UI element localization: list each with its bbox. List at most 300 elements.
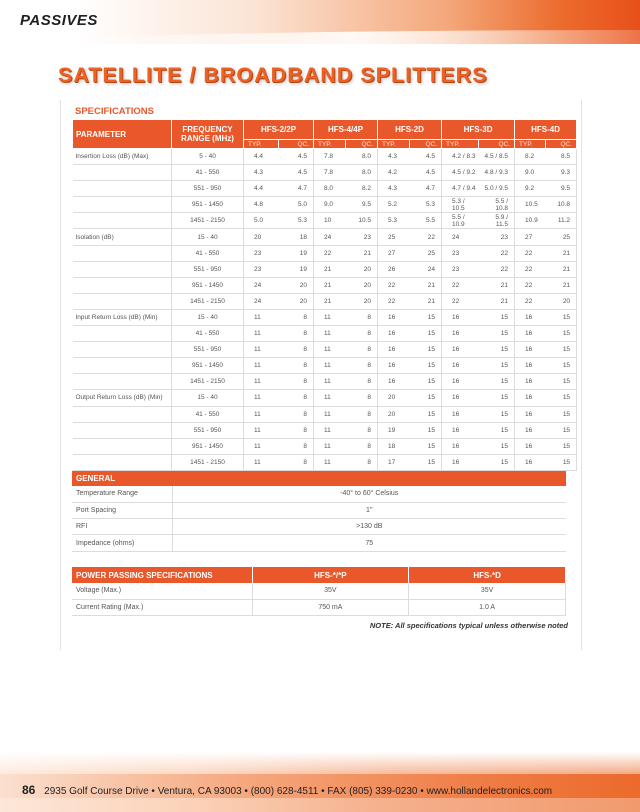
spec-row: [73, 165, 577, 181]
typ-value: 16: [378, 326, 410, 342]
qc-value: 4.7: [279, 181, 314, 197]
typ-value: 20: [244, 229, 279, 245]
power-row: [72, 599, 566, 615]
typ-value: 21: [314, 261, 346, 277]
parameter-cell: [73, 374, 172, 390]
typ-value: 18: [378, 438, 410, 454]
qc-label: QC.: [479, 140, 515, 149]
qc-value: 15: [479, 358, 515, 374]
typ-value: 11: [244, 454, 279, 470]
footer-address: 2935 Golf Course Drive • Ventura, CA 93003 • (800) 628-4511 • FAX (805) 339-0230 • www.hollandelectronics.com: [44, 786, 553, 797]
typ-value: 22: [515, 277, 546, 293]
typ-value: 11: [314, 390, 346, 406]
frequency-cell: 551 - 950: [172, 422, 244, 438]
typ-value: 16: [442, 358, 479, 374]
qc-value: 25: [410, 245, 442, 261]
qc-value: 8: [346, 374, 378, 390]
power-label: Voltage (Max.): [72, 583, 252, 599]
typ-value: 16: [515, 438, 546, 454]
typ-value: 27: [378, 245, 410, 261]
column-model: HFS-2D: [378, 120, 442, 140]
qc-value: 8.5: [546, 149, 577, 165]
qc-value: 8: [279, 454, 314, 470]
typ-value: 23: [442, 261, 479, 277]
qc-value: 21: [346, 245, 378, 261]
qc-label: QC.: [546, 140, 577, 149]
spec-row: [73, 293, 577, 309]
frequency-cell: 15 - 40: [172, 390, 244, 406]
typ-value: 11: [314, 358, 346, 374]
qc-value: 19: [279, 261, 314, 277]
qc-value: 5.0: [279, 197, 314, 213]
parameter-cell: [73, 438, 172, 454]
typ-value: 16: [515, 326, 546, 342]
typ-value: 11: [244, 406, 279, 422]
power-value-2: 1.0 A: [409, 599, 566, 615]
header-swoosh: [0, 30, 640, 46]
qc-value: 8: [279, 326, 314, 342]
qc-value: 15: [410, 438, 442, 454]
typ-value: 22: [515, 261, 546, 277]
spec-row: [73, 342, 577, 358]
parameter-cell: [73, 326, 172, 342]
typ-value: 5.0: [244, 213, 279, 229]
typ-value: 10.5: [515, 197, 546, 213]
qc-value: 15: [479, 454, 515, 470]
qc-value: 15: [410, 342, 442, 358]
spec-row: [73, 229, 577, 245]
typ-value: 16: [515, 309, 546, 325]
qc-value: 22: [479, 245, 515, 261]
general-row: [72, 535, 566, 551]
qc-value: 5.5: [410, 213, 442, 229]
typ-value: 11: [244, 358, 279, 374]
qc-value: 9.3: [546, 165, 577, 181]
qc-value: 21: [479, 293, 515, 309]
qc-value: 8.0: [346, 165, 378, 181]
qc-value: 20: [346, 261, 378, 277]
qc-value: 8: [279, 438, 314, 454]
typ-value: 11: [244, 326, 279, 342]
qc-value: 23: [479, 229, 515, 245]
qc-value: 8: [279, 309, 314, 325]
qc-value: 9.5: [546, 181, 577, 197]
typ-value: 11: [314, 374, 346, 390]
typ-value: 7.8: [314, 149, 346, 165]
spec-row: [73, 390, 577, 406]
typ-value: 22: [378, 293, 410, 309]
frequency-cell: 951 - 1450: [172, 277, 244, 293]
typ-value: 17: [378, 454, 410, 470]
typ-value: 10: [314, 213, 346, 229]
typ-value: 21: [314, 293, 346, 309]
general-label: RFI: [72, 519, 172, 535]
general-heading: GENERAL: [72, 471, 566, 486]
parameter-cell: Isolation (dB): [73, 229, 172, 245]
qc-value: 4.5: [410, 165, 442, 181]
qc-value: 9.5: [346, 197, 378, 213]
spec-row: [73, 213, 577, 229]
typ-value: 5.2: [378, 197, 410, 213]
parameter-cell: [73, 181, 172, 197]
typ-value: 7.8: [314, 165, 346, 181]
qc-value: 4.5: [279, 149, 314, 165]
typ-value: 9.0: [515, 165, 546, 181]
frequency-cell: 1451 - 2150: [172, 374, 244, 390]
typ-value: 9.2: [515, 181, 546, 197]
power-label: Current Rating (Max.): [72, 599, 252, 615]
power-header-row: [72, 567, 566, 583]
qc-value: 22: [479, 261, 515, 277]
typ-value: 23: [244, 261, 279, 277]
column-parameter: PARAMETER: [73, 120, 172, 149]
qc-value: 15: [546, 342, 577, 358]
qc-value: 15: [546, 309, 577, 325]
typ-value: 4.4: [244, 149, 279, 165]
typ-value: 27: [515, 229, 546, 245]
typ-value: 24: [442, 229, 479, 245]
typ-value: 5.3: [378, 213, 410, 229]
qc-value: 15: [479, 342, 515, 358]
qc-value: 19: [279, 245, 314, 261]
typ-value: 11: [314, 422, 346, 438]
qc-label: QC.: [410, 140, 442, 149]
qc-value: 15: [546, 406, 577, 422]
column-model: HFS-3D: [442, 120, 515, 140]
qc-value: 8: [279, 358, 314, 374]
typ-value: 11: [314, 438, 346, 454]
spec-row: [73, 374, 577, 390]
parameter-cell: [73, 422, 172, 438]
typ-value: 16: [442, 309, 479, 325]
typ-value: 19: [378, 422, 410, 438]
parameter-cell: [73, 454, 172, 470]
typ-value: 16: [442, 326, 479, 342]
typ-value: 4.8: [244, 197, 279, 213]
qc-value: 4.5 / 8.5: [479, 149, 515, 165]
typ-value: 23: [244, 245, 279, 261]
spec-row: [73, 326, 577, 342]
qc-value: 8.0: [346, 149, 378, 165]
general-value: -40° to 60° Celsius: [172, 486, 566, 502]
parameter-cell: Input Return Loss (dB) (Min): [73, 309, 172, 325]
qc-value: 4.8 / 9.3: [479, 165, 515, 181]
spec-row: [73, 438, 577, 454]
typ-value: 16: [442, 454, 479, 470]
qc-value: 21: [546, 261, 577, 277]
typ-value: 22: [442, 293, 479, 309]
frequency-cell: 1451 - 2150: [172, 454, 244, 470]
qc-value: 15: [546, 326, 577, 342]
power-section: [72, 567, 566, 616]
parameter-cell: [73, 261, 172, 277]
qc-value: 15: [410, 358, 442, 374]
typ-value: 4.3: [378, 181, 410, 197]
power-value-2: 35V: [409, 583, 566, 599]
column-model: HFS-2/2P: [244, 120, 314, 140]
qc-value: 15: [479, 390, 515, 406]
general-label: Impedance (ohms): [72, 535, 172, 551]
qc-value: 5.5 / 10.8: [479, 197, 515, 213]
frequency-cell: 1451 - 2150: [172, 213, 244, 229]
typ-value: 11: [244, 309, 279, 325]
typ-value: 20: [378, 390, 410, 406]
specifications-header-row: [73, 120, 577, 140]
frequency-cell: 951 - 1450: [172, 358, 244, 374]
typ-value: 26: [378, 261, 410, 277]
specifications-body: [73, 149, 577, 471]
specifications-heading: SPECIFICATIONS: [75, 106, 154, 117]
qc-value: 15: [479, 406, 515, 422]
qc-value: 15: [546, 454, 577, 470]
qc-value: 8: [346, 406, 378, 422]
qc-label: QC.: [346, 140, 378, 149]
general-row: [72, 486, 566, 502]
frequency-cell: 5 - 40: [172, 149, 244, 165]
typ-value: 24: [244, 277, 279, 293]
typ-value: 4.7 / 9.4: [442, 181, 479, 197]
general-section: [72, 471, 566, 552]
qc-value: 24: [410, 261, 442, 277]
qc-value: 8: [346, 309, 378, 325]
typ-value: 16: [515, 422, 546, 438]
typ-value: 11: [314, 454, 346, 470]
frequency-cell: 41 - 550: [172, 326, 244, 342]
typ-value: 10.9: [515, 213, 546, 229]
qc-value: 18: [279, 229, 314, 245]
qc-value: 5.0 / 9.5: [479, 181, 515, 197]
column-frequency: FREQUENCY RANGE (MHz): [172, 120, 244, 149]
qc-value: 15: [410, 326, 442, 342]
general-value: 75: [172, 535, 566, 551]
general-value: 1": [172, 502, 566, 518]
parameter-cell: [73, 213, 172, 229]
qc-value: 15: [546, 390, 577, 406]
typ-value: 16: [442, 390, 479, 406]
qc-value: 20: [279, 277, 314, 293]
typ-value: 16: [515, 358, 546, 374]
general-row: [72, 502, 566, 518]
qc-value: 8: [346, 390, 378, 406]
page-number: 86: [22, 783, 36, 797]
typ-value: 4.3: [378, 149, 410, 165]
typ-value: 11: [244, 374, 279, 390]
typ-value: 8.0: [314, 181, 346, 197]
spec-row: [73, 309, 577, 325]
qc-value: 15: [410, 406, 442, 422]
qc-value: 8: [279, 422, 314, 438]
parameter-cell: Insertion Loss (dB) (Max): [73, 149, 172, 165]
typ-value: 11: [244, 438, 279, 454]
typ-value: 16: [378, 374, 410, 390]
column-model: HFS-4D: [515, 120, 577, 140]
power-value-1: 35V: [252, 583, 409, 599]
typ-value: 21: [314, 277, 346, 293]
footer: [22, 783, 552, 797]
qc-value: 15: [410, 390, 442, 406]
spec-row: [73, 261, 577, 277]
typ-value: 11: [314, 342, 346, 358]
qc-value: 20: [279, 293, 314, 309]
spec-row: [73, 245, 577, 261]
typ-label: TYP.: [244, 140, 279, 149]
qc-label: QC.: [279, 140, 314, 149]
qc-value: 5.9 / 11.5: [479, 213, 515, 229]
qc-value: 21: [410, 293, 442, 309]
spec-row: [73, 454, 577, 470]
typ-label: TYP.: [442, 140, 479, 149]
typ-value: 25: [378, 229, 410, 245]
qc-value: 21: [546, 245, 577, 261]
column-model: HFS-4/4P: [314, 120, 378, 140]
typ-value: 22: [378, 277, 410, 293]
qc-value: 20: [346, 277, 378, 293]
parameter-cell: [73, 342, 172, 358]
qc-value: 5.3: [410, 197, 442, 213]
typ-value: 16: [378, 342, 410, 358]
qc-value: 8.2: [346, 181, 378, 197]
qc-value: 15: [410, 422, 442, 438]
parameter-cell: [73, 293, 172, 309]
typ-label: TYP.: [515, 140, 546, 149]
spec-row: [73, 277, 577, 293]
typ-value: 24: [244, 293, 279, 309]
typ-value: 20: [378, 406, 410, 422]
spec-row: [73, 181, 577, 197]
qc-value: 21: [410, 277, 442, 293]
typ-value: 16: [378, 309, 410, 325]
qc-value: 20: [546, 293, 577, 309]
qc-value: 4.5: [279, 165, 314, 181]
general-label: Temperature Range: [72, 486, 172, 502]
spec-row: [73, 358, 577, 374]
general-value: >130 dB: [172, 519, 566, 535]
frequency-cell: 951 - 1450: [172, 438, 244, 454]
typ-value: 4.5 / 9.2: [442, 165, 479, 181]
typ-value: 16: [442, 374, 479, 390]
qc-value: 15: [546, 358, 577, 374]
qc-value: 25: [546, 229, 577, 245]
qc-value: 21: [546, 277, 577, 293]
typ-value: 16: [378, 358, 410, 374]
qc-value: 21: [479, 277, 515, 293]
section-label: PASSIVES: [20, 12, 98, 29]
typ-value: 16: [515, 374, 546, 390]
parameter-cell: [73, 197, 172, 213]
footnote: NOTE: All specifications typical unless otherwise noted: [369, 621, 568, 630]
parameter-cell: [73, 277, 172, 293]
typ-value: 4.2: [378, 165, 410, 181]
power-table: [72, 567, 566, 616]
frequency-cell: 551 - 950: [172, 181, 244, 197]
typ-value: 23: [442, 245, 479, 261]
typ-value: 11: [314, 309, 346, 325]
typ-value: 22: [515, 245, 546, 261]
typ-value: 16: [442, 406, 479, 422]
typ-value: 22: [515, 293, 546, 309]
parameter-cell: [73, 358, 172, 374]
typ-label: TYP.: [314, 140, 346, 149]
qc-value: 8: [279, 406, 314, 422]
typ-value: 16: [515, 390, 546, 406]
spec-row: [73, 197, 577, 213]
frequency-cell: 951 - 1450: [172, 197, 244, 213]
typ-value: 22: [314, 245, 346, 261]
qc-value: 8: [346, 438, 378, 454]
qc-value: 10.8: [546, 197, 577, 213]
qc-value: 8: [346, 342, 378, 358]
qc-value: 8: [279, 342, 314, 358]
general-table: [72, 486, 566, 552]
qc-value: 8: [279, 374, 314, 390]
qc-value: 10.5: [346, 213, 378, 229]
qc-value: 15: [479, 422, 515, 438]
power-value-1: 750 mA: [252, 599, 409, 615]
typ-value: 11: [244, 422, 279, 438]
typ-value: 5.3 / 10.5: [442, 197, 479, 213]
typ-value: 16: [515, 454, 546, 470]
typ-value: 4.2 / 8.3: [442, 149, 479, 165]
qc-value: 20: [346, 293, 378, 309]
typ-value: 24: [314, 229, 346, 245]
frequency-cell: 41 - 550: [172, 406, 244, 422]
general-label: Port Spacing: [72, 502, 172, 518]
frequency-cell: 551 - 950: [172, 342, 244, 358]
typ-value: 5.5 / 10.9: [442, 213, 479, 229]
qc-value: 15: [546, 438, 577, 454]
footer-band: [0, 752, 640, 812]
qc-value: 15: [546, 422, 577, 438]
qc-value: 8: [279, 390, 314, 406]
qc-value: 8: [346, 326, 378, 342]
typ-value: 8.2: [515, 149, 546, 165]
frequency-cell: 1451 - 2150: [172, 293, 244, 309]
frequency-cell: 551 - 950: [172, 261, 244, 277]
spec-row: [73, 422, 577, 438]
typ-value: 16: [442, 438, 479, 454]
spec-row: [73, 406, 577, 422]
qc-value: 15: [410, 309, 442, 325]
qc-value: 15: [410, 454, 442, 470]
typ-value: 11: [314, 326, 346, 342]
qc-value: 15: [479, 374, 515, 390]
typ-value: 16: [442, 342, 479, 358]
typ-value: 11: [244, 390, 279, 406]
qc-value: 4.5: [410, 149, 442, 165]
frequency-cell: 15 - 40: [172, 229, 244, 245]
qc-value: 22: [410, 229, 442, 245]
frequency-cell: 41 - 550: [172, 165, 244, 181]
parameter-cell: [73, 165, 172, 181]
typ-value: 22: [442, 277, 479, 293]
qc-value: 11.2: [546, 213, 577, 229]
typ-value: 16: [442, 422, 479, 438]
qc-value: 8: [346, 358, 378, 374]
typ-value: 4.4: [244, 181, 279, 197]
qc-value: 8: [346, 454, 378, 470]
power-column-1: HFS-*/*P: [252, 567, 409, 583]
typ-value: 11: [314, 406, 346, 422]
qc-value: 15: [479, 326, 515, 342]
typ-value: 16: [515, 342, 546, 358]
frequency-cell: 41 - 550: [172, 245, 244, 261]
power-row: [72, 583, 566, 599]
spec-row: [73, 149, 577, 165]
parameter-cell: [73, 406, 172, 422]
qc-value: 5.3: [279, 213, 314, 229]
qc-value: 8: [346, 422, 378, 438]
parameter-cell: [73, 245, 172, 261]
